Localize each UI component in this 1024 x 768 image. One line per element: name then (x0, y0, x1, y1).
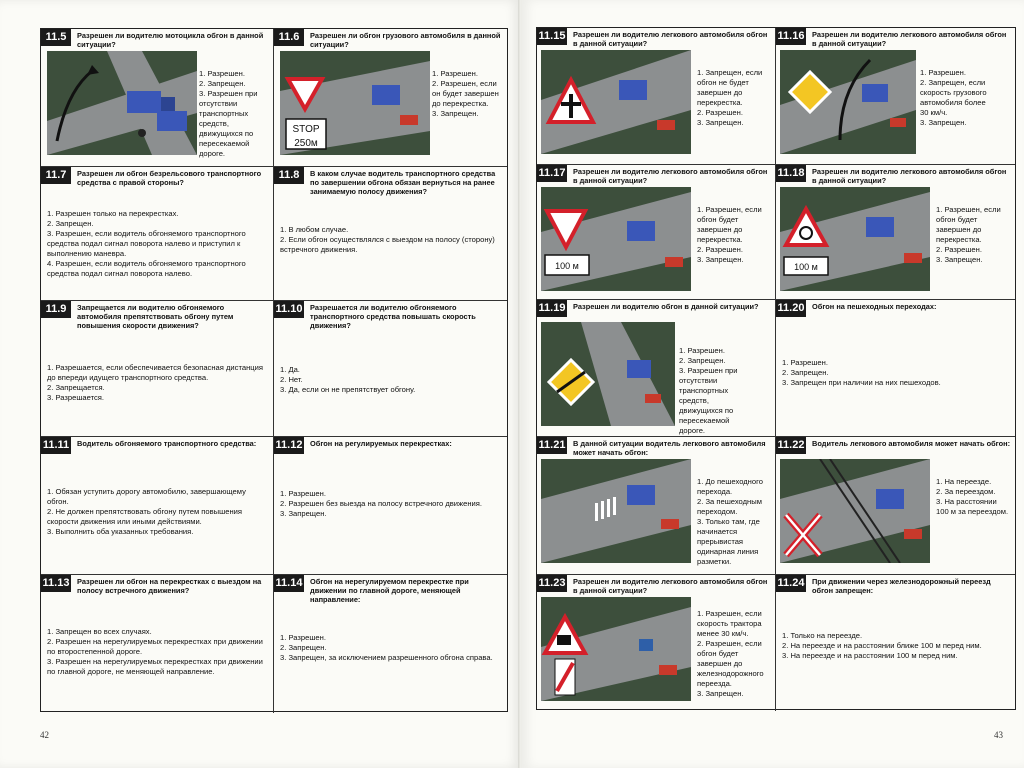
answer-option[interactable]: 2. За переездом. (936, 487, 996, 496)
railway-crossing-image (780, 459, 930, 563)
answer-option[interactable]: 1. Разрешен, если скорость трактора менее 30 км/ч. (697, 609, 762, 638)
question-text: Разрешен ли водителю легкового автомобиля обгон в данной ситуации? (812, 30, 1007, 48)
answer-list (697, 205, 771, 265)
question-card-11-15 (537, 28, 776, 165)
question-text: Разрешен ли водителю легкового автомобиля обгон в данной ситуации? (573, 577, 768, 595)
answer-option[interactable]: 3. Запрещен. (280, 509, 327, 518)
question-text: Водитель легкового автомобиля может начать обгон: (812, 439, 1011, 448)
answer-list (697, 477, 771, 567)
road-stop-sign-image (280, 51, 430, 155)
answer-option[interactable]: 2. Разрешен. (697, 108, 743, 117)
answer-option[interactable]: 3. Запрещен. (697, 255, 744, 264)
question-card-11-14 (274, 575, 507, 713)
situation-illustration (280, 51, 430, 155)
question-text: В данной ситуации водитель легкового автомобиля может начать обгон: (573, 439, 766, 457)
question-number: 11.21 (537, 437, 567, 454)
answer-list (782, 631, 1009, 661)
question-number: 11.23 (537, 575, 567, 592)
question-card-11-22 (776, 437, 1015, 575)
question-number: 11.15 (537, 28, 567, 45)
answer-option[interactable]: 4. Разрешен, если водитель обгоняемого транспортного средства подал сигнал поворота налево. (47, 259, 246, 278)
question-text: Разрешен ли обгон безрельсового транспортного средства с правой стороны? (77, 169, 262, 187)
answer-list (432, 69, 506, 119)
answer-list (47, 627, 267, 677)
answer-list (280, 489, 501, 519)
question-number: 11.11 (41, 437, 71, 454)
answer-option[interactable]: 2. Разрешен. (697, 245, 743, 254)
road-crossroad-sign-image (541, 50, 691, 154)
answer-list (920, 68, 994, 128)
question-text: Обгон на регулируемых перекрестках: (310, 439, 452, 448)
pedestrian-crossing-road-image (541, 459, 691, 563)
question-card-11-18 (776, 165, 1015, 300)
answer-option[interactable]: 3. Запрещен. (936, 255, 983, 264)
question-text: Разрешен ли водителю легкового автомобиля обгон в данной ситуации? (573, 167, 768, 185)
question-card-11-23 (537, 575, 776, 711)
answer-option[interactable]: 3. Запрещен. (432, 109, 479, 118)
end-main-road-sign-image (541, 322, 675, 426)
answer-option[interactable]: 3. Только там, где начинается прерывистая одинарная линия разметки. (697, 517, 760, 566)
answer-option[interactable]: 1. Запрещен во всех случаях. (47, 627, 152, 636)
answer-option[interactable]: 1. Разрешен только на перекрестках. (47, 209, 179, 218)
answer-option[interactable]: 3. Выполнить оба указанных требования. (47, 527, 194, 536)
situation-illustration (780, 50, 916, 154)
answer-option[interactable]: 1. Разрешен. (280, 489, 326, 498)
question-number: 11.20 (776, 300, 806, 317)
stop-sign-text: STOP (292, 124, 320, 135)
answer-list (47, 487, 267, 537)
question-number: 11.7 (41, 167, 71, 184)
question-text: Разрешен ли водителю легкового автомобиля обгон в данной ситуации? (573, 30, 768, 48)
answer-option[interactable]: 3. Запрещен при наличии на них пешеходов. (782, 378, 941, 387)
question-grid-right (536, 27, 1016, 710)
distance-plate-text: 100 м (555, 261, 579, 271)
answer-option[interactable]: 2. На переезде и на расстоянии ближе 100 м перед ним. (782, 641, 982, 650)
question-text: Разрешен ли водителю легкового автомобиля обгон в данной ситуации? (812, 167, 1007, 185)
answer-option[interactable]: 1. Разрешен, если обгон будет завершен до перекрестка. (697, 205, 762, 244)
answer-option[interactable]: 1. Только на переезде. (782, 631, 863, 640)
question-text: В каком случае водитель транспортного средства по завершении обгона обязан вернуться на ранее занимаемую полосу движения? (310, 169, 496, 196)
answer-list (47, 363, 267, 403)
answer-option[interactable]: 2. Запрещен. (47, 219, 94, 228)
answer-option[interactable]: 1. Обязан уступить дорогу автомобилю, завершающему обгон. (47, 487, 246, 506)
situation-illustration (541, 187, 691, 291)
answer-option[interactable]: 2. Запрещен. (782, 368, 829, 377)
question-card-11-21 (537, 437, 776, 575)
question-number: 11.16 (776, 28, 806, 45)
question-text: Водитель обгоняемого транспортного средства: (77, 439, 257, 448)
answer-list (280, 633, 501, 663)
situation-illustration (780, 459, 930, 563)
answer-option[interactable]: 3. Запрещен. (697, 689, 744, 698)
question-text: Обгон на пешеходных переходах: (812, 302, 937, 311)
answer-list (936, 205, 1010, 265)
answer-list (199, 69, 273, 159)
answer-option[interactable]: 3. Да, если он не препятствует обгону. (280, 385, 416, 394)
question-card-11-12 (274, 437, 507, 575)
distance-plate-text: 250м (294, 138, 318, 149)
answer-list (697, 609, 771, 699)
answer-option[interactable]: 3. Разрешен, если водитель обгоняемого транспортного средства подал сигнал поворота налево и приступил к выполнению маневра. (47, 229, 246, 258)
answer-option[interactable]: 3. На переезде и на расстоянии 100 м перед ним. (782, 651, 958, 660)
main-road-bend-image (780, 50, 916, 154)
answer-option[interactable]: 1. Запрещен, если обгон не будет завершен до перекрестка. (697, 68, 763, 107)
answer-option[interactable]: 2. Разрешен. (936, 245, 982, 254)
question-number: 11.24 (776, 575, 806, 592)
answer-option[interactable]: 2. Разрешен на нерегулируемых перекрестках при движении по второстепенной дороге. (47, 637, 263, 656)
answer-option[interactable]: 2. Запрещен. (199, 79, 246, 88)
question-text: Разрешен ли обгон грузового автомобиля в данной ситуации? (310, 31, 501, 49)
answer-option[interactable]: 1. Разрешен. (920, 68, 966, 77)
answer-list (679, 346, 753, 436)
question-number: 11.22 (776, 437, 806, 454)
page-number-left: 42 (40, 730, 49, 740)
answer-option[interactable]: 2. Не должен препятствовать обгону путем повышения скорости движения или иными действиями. (47, 507, 243, 526)
question-number: 11.13 (41, 575, 71, 592)
answer-option[interactable]: 3. Разрешается. (47, 393, 105, 402)
situation-illustration (541, 459, 691, 563)
question-number: 11.19 (537, 300, 567, 317)
question-grid-left (40, 28, 508, 712)
question-number: 11.5 (41, 29, 71, 46)
question-text: Обгон на нерегулируемом перекрестке при движении по главной дороге, меняющей направление: (310, 577, 469, 604)
answer-option[interactable]: 3. Разрешен при отсутствии транспортных средств, движущихся по пересекаемой дороге. (679, 366, 738, 435)
answer-option[interactable]: 2. За пешеходным переходом. (697, 497, 762, 516)
question-number: 11.9 (41, 301, 71, 318)
question-card-11-10 (274, 301, 507, 437)
question-card-11-11 (41, 437, 274, 575)
situation-illustration (541, 322, 675, 426)
answer-option[interactable]: 1. В любом случае. (280, 225, 349, 234)
answer-list (936, 477, 1010, 517)
question-number: 11.12 (274, 437, 304, 454)
question-number: 11.17 (537, 165, 567, 182)
answer-option[interactable]: 2. Разрешен, если обгон будет завершен до железнодорожного переезда. (697, 639, 764, 688)
answer-option[interactable]: 1. До пешеходного перехода. (697, 477, 763, 496)
question-card-11-8 (274, 167, 507, 301)
answer-option[interactable]: 2. Запрещен. (280, 643, 327, 652)
question-text: Запрещается ли водителю обгоняемого автомобиля препятствовать обгону путем повышения скорости движения? (77, 303, 234, 330)
question-card-11-5 (41, 29, 274, 167)
answer-option[interactable]: 2. Разрешен без выезда на полосу встречного движения. (280, 499, 483, 508)
answer-option[interactable]: 3. На расстоянии 100 м за переездом. (936, 497, 1009, 516)
answer-option[interactable]: 1. Разрешен. (280, 633, 326, 642)
question-card-11-16 (776, 28, 1015, 165)
answer-option[interactable]: 1. На переезде. (936, 477, 992, 486)
answer-option[interactable]: 1. Разрешен. (199, 69, 245, 78)
situation-illustration (541, 50, 691, 154)
answer-option[interactable]: 2. Если обгон осуществлялся с выездом на полосу (сторону) встречного движения. (280, 235, 495, 254)
answer-option[interactable]: 3. Разрешен на нерегулируемых перекрестках при движении по главной дороге, не меняющей направление. (47, 657, 263, 676)
answer-option[interactable]: 1. Да. (280, 365, 300, 374)
question-number: 11.8 (274, 167, 304, 184)
answer-option[interactable]: 1. Разрешен. (432, 69, 478, 78)
question-number: 11.14 (274, 575, 304, 592)
question-card-11-6 (274, 29, 507, 167)
roundabout-sign-road-image (780, 187, 930, 291)
answer-list (782, 358, 1009, 388)
answer-option[interactable]: 2. Запрещен. (679, 356, 726, 365)
situation-illustration (47, 51, 197, 155)
question-card-11-20 (776, 300, 1015, 437)
tractor-railway-sign-image (541, 597, 691, 701)
situation-illustration (780, 187, 930, 291)
answer-option[interactable]: 2. Запрещается. (47, 383, 105, 392)
question-text: При движении через железнодорожный переезд обгон запрещен: (812, 577, 991, 595)
question-card-11-24 (776, 575, 1015, 711)
question-card-11-7 (41, 167, 274, 301)
question-card-11-13 (41, 575, 274, 713)
answer-option[interactable]: 3. Разрешен при отсутствии транспортных средств, движущихся по пересекаемой дороге. (199, 89, 258, 158)
intersection-motorcycle-image (47, 51, 197, 155)
answer-option[interactable]: 1. Разрешен. (782, 358, 828, 367)
page-number-right: 43 (994, 730, 1003, 740)
question-card-11-19 (537, 300, 776, 437)
answer-option[interactable]: 2. Нет. (280, 375, 303, 384)
answer-option[interactable]: 3. Запрещен, за исключением разрешенного обгона справа. (280, 653, 493, 662)
situation-illustration (541, 597, 691, 701)
answer-option[interactable]: 1. Разрешен. (679, 346, 725, 355)
answer-option[interactable]: 1. Разрешен, если обгон будет завершен до перекрестка. (936, 205, 1001, 244)
yield-sign-road-image (541, 187, 691, 291)
question-text: Разрешен ли водителю мотоцикла обгон в данной ситуации? (77, 31, 264, 49)
question-text: Разрешен ли обгон на перекрестках с выездом на полосу встречного движения? (77, 577, 262, 595)
question-number: 11.6 (274, 29, 304, 46)
question-card-11-17 (537, 165, 776, 300)
question-number: 11.10 (274, 301, 304, 318)
answer-option[interactable]: 2. Запрещен, если скорость грузового автомобиля более 30 км/ч. (920, 78, 987, 117)
right-page (522, 0, 1024, 768)
answer-option[interactable]: 3. Запрещен. (920, 118, 967, 127)
answer-option[interactable]: 2. Разрешен, если он будет завершен до перекрестка. (432, 79, 499, 108)
answer-list (280, 225, 501, 255)
question-number: 11.18 (776, 165, 806, 182)
question-text: Разрешается ли водителю обгоняемого транспортного средства повышать скорость движения? (310, 303, 476, 330)
question-text: Разрешен ли водителю обгон в данной ситуации? (573, 302, 759, 311)
answer-list (697, 68, 771, 128)
question-card-11-9 (41, 301, 274, 437)
answer-option[interactable]: 3. Запрещен. (697, 118, 744, 127)
answer-list (280, 365, 501, 395)
answer-option[interactable]: 1. Разрешается, если обеспечивается безопасная дистанция до впереди идущего транспортного средства. (47, 363, 263, 382)
answer-list (47, 209, 267, 279)
distance-plate-text: 100 м (794, 262, 818, 272)
